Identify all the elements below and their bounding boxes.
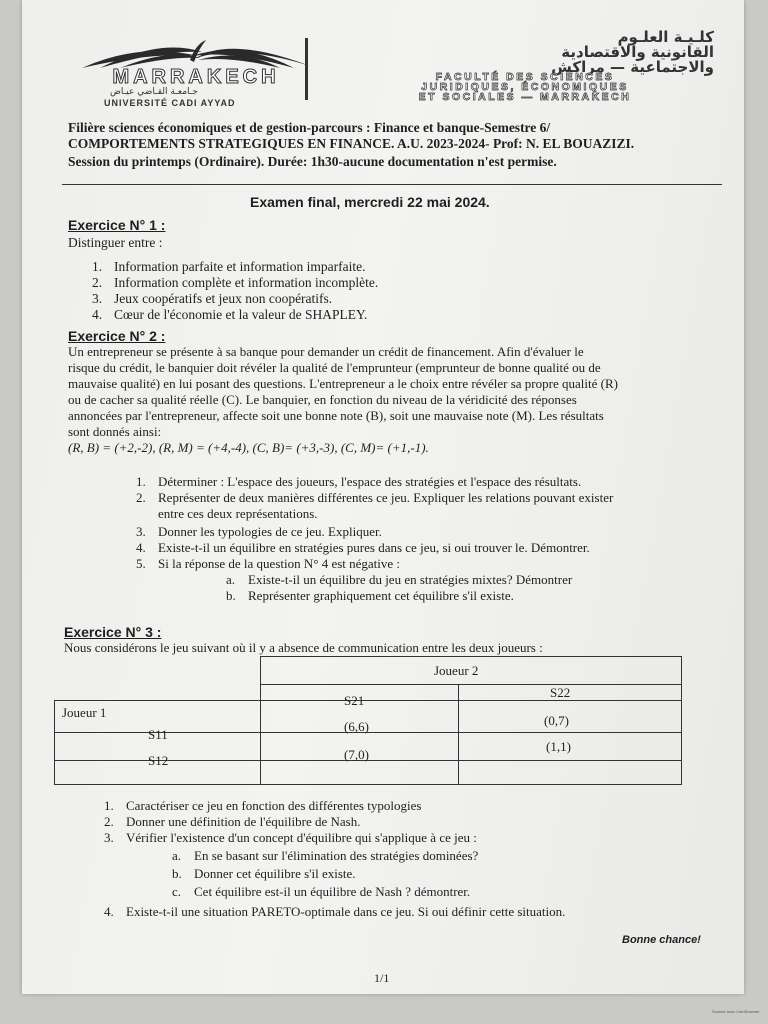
sub-list-item — [226, 572, 572, 588]
item-number: 3. — [92, 291, 103, 306]
session-line: Session du printemps (Ordinaire). Durée: 1h30-aucune documentation n'est permise. — [68, 154, 557, 169]
sub-list-item — [172, 848, 478, 864]
item-text: Cœur de l'économie et la valeur de SHAPLEY. — [114, 307, 368, 322]
payoff-cell: (0,7) — [544, 713, 569, 728]
item-text: Si la réponse de la question N° 4 est négative : — [158, 556, 401, 571]
scanner-watermark: Scanné avec CamScanner — [712, 1009, 760, 1014]
item-number: 4. — [92, 307, 103, 322]
row-header: S11 — [148, 727, 168, 742]
list-item — [136, 540, 590, 556]
item-text: Donner les typologies de ce jeu. Expliquer. — [158, 524, 382, 539]
item-number: 3. — [104, 830, 114, 845]
exercise2-paragraph-line: risque du crédit, le banquier doit révéler la qualité de l'emprunteur (emprunteur de bonne qualité ou de — [68, 360, 601, 375]
page-number: 1/1 — [374, 971, 390, 985]
list-item — [136, 506, 318, 522]
item-text: entre ces deux représentations. — [158, 506, 318, 521]
table-rule — [54, 700, 55, 784]
header-divider — [305, 38, 308, 100]
exercise2-title: Exercice N° 2 : — [68, 328, 166, 344]
item-text: Information parfaite et information imparfaite. — [114, 259, 366, 274]
table-rule — [260, 656, 261, 784]
player2-label: Joueur 2 — [434, 663, 479, 678]
list-item — [92, 307, 367, 323]
item-number: 3. — [136, 524, 146, 539]
logo-arabic-name: جـامعـة القـاضي عيـاض — [110, 87, 198, 97]
exam-title: Examen final, mercredi 22 mai 2024. — [250, 194, 490, 210]
exam-sheet — [22, 0, 744, 994]
item-text: Caractériser ce jeu en fonction des différentes typologies — [126, 798, 422, 813]
logo-university-name: UNIVERSITÉ CADI AYYAD — [104, 98, 236, 108]
item-text: Donner cet équilibre s'il existe. — [194, 866, 356, 881]
item-number: 2. — [136, 490, 146, 505]
item-letter: a. — [226, 572, 236, 587]
course-program-line: Filière sciences économiques et de gestion-parcours : Finance et banque-Semestre 6/ — [68, 120, 551, 135]
table-rule — [681, 656, 682, 784]
exercise1-intro: Distinguer entre : — [68, 235, 163, 250]
exercise1-title: Exercice N° 1 : — [68, 217, 166, 233]
item-text: Déterminer : L'espace des joueurs, l'espace des stratégies et l'espace des résultats. — [158, 474, 582, 489]
item-text: En se basant sur l'élimination des stratégies dominées? — [194, 848, 479, 863]
sub-list-item — [172, 866, 356, 882]
item-text: Représenter graphiquement cet équilibre s'il existe. — [248, 588, 514, 603]
list-item — [104, 904, 565, 920]
list-item — [92, 259, 366, 275]
table-rule — [260, 684, 682, 685]
list-item — [104, 798, 421, 814]
item-number: 1. — [136, 474, 146, 489]
sub-list-item — [226, 588, 514, 604]
column-header: S21 — [344, 693, 365, 708]
university-logo — [80, 38, 312, 108]
item-number: 4. — [136, 540, 146, 555]
faculty-name-french — [340, 72, 710, 102]
exercise2-paragraph-line: sont donnés ainsi: — [68, 424, 162, 439]
exercise2-paragraph-line: annoncées par l'entrepreneur, affecte soit une bonne note (B), soit une mauvaise note (M). Les résultats — [68, 408, 604, 423]
payoff-cell: (7,0) — [344, 747, 369, 762]
list-item — [136, 556, 400, 572]
list-item — [136, 524, 382, 540]
item-text: Information complète et information incomplète. — [114, 275, 379, 290]
item-text: Représenter de deux manières différentes ce jeu. Expliquer les relations pouvant exister — [158, 490, 614, 505]
faculty-arabic-line: كلـيـة العلـوم — [617, 28, 714, 46]
list-item — [92, 275, 378, 291]
item-letter: c. — [172, 884, 182, 899]
column-header: S22 — [550, 685, 571, 700]
faculty-french-line: ET SOCIALES — MARRAKECH — [418, 91, 632, 103]
item-letter: b. — [226, 588, 236, 603]
exercise2-paragraph-line: Un entrepreneur se présente à sa banque pour demander un crédit de financement. Afin d'évaluer le — [68, 344, 584, 359]
payoff-table — [54, 656, 682, 784]
item-text: Existe-t-il une situation PARETO-optimale dans ce jeu. Si oui définir cette situation. — [126, 904, 566, 919]
table-rule — [54, 700, 682, 701]
payoff-cell: (1,1) — [546, 739, 571, 754]
payoff-cell: (6,6) — [344, 719, 369, 734]
faculty-french-line: JURIDIQUES, ÉCONOMIQUES — [421, 81, 629, 93]
faculty-french-line: FACULTÉ DES SCIENCES — [435, 71, 615, 83]
item-letter: b. — [172, 866, 182, 881]
list-item — [104, 830, 477, 846]
item-text: Vérifier l'existence d'un concept d'équilibre qui s'applique à ce jeu : — [126, 830, 477, 845]
table-rule — [260, 656, 682, 657]
list-item — [136, 490, 613, 506]
course-title-line: COMPORTEMENTS STRATEGIQUES EN FINANCE. A.U. 2023-2024- Prof: N. EL BOUAZIZI. — [68, 136, 635, 151]
exercise3-title: Exercice N° 3 : — [64, 624, 162, 640]
table-rule — [54, 784, 682, 785]
row-header: S12 — [148, 753, 169, 768]
faculty-name-arabic — [334, 30, 714, 75]
course-header — [62, 118, 722, 185]
item-text: Cet équilibre est-il un équilibre de Nash ? démontrer. — [194, 884, 471, 899]
item-number: 2. — [92, 275, 103, 290]
list-item — [136, 474, 581, 490]
list-item — [104, 814, 360, 830]
item-text: Donner une définition de l'équilibre de Nash. — [126, 814, 361, 829]
closing-note: Bonne chance! — [622, 934, 701, 946]
item-number: 1. — [92, 259, 103, 274]
sub-list-item — [172, 884, 470, 900]
item-text: Jeux coopératifs et jeux non coopératifs. — [114, 291, 333, 306]
logo-city-name: MARRAKECH — [112, 66, 280, 88]
exercise2-results: (R, B) = (+2,-2), (R, M) = (+4,-4), (C, B)= (+3,-3), (C, M)= (+1,-1). — [68, 440, 429, 455]
item-text: Existe-t-il un équilibre en stratégies pures dans ce jeu, si oui trouver le. Démontrer. — [158, 540, 590, 555]
item-letter: a. — [172, 848, 182, 863]
faculty-arabic-line: القانونية والاقتصادية — [561, 43, 714, 61]
exercise2-paragraph-line: mauvaise qualité) en lui posant des questions. L'entrepreneur a le choix entre révéler sa propre qualité (R) — [68, 376, 618, 391]
table-rule — [458, 684, 459, 784]
item-number: 1. — [104, 798, 114, 813]
list-item — [92, 291, 332, 307]
exercise2-paragraph-line: ou de cacher sa qualité réelle (C). Le banquier, en fonction du niveau de la véridicité des réponses — [68, 392, 577, 407]
item-text: Existe-t-il un équilibre du jeu en stratégies mixtes? Démontrer — [248, 572, 573, 587]
item-number: 2. — [104, 814, 114, 829]
item-number: 4. — [104, 904, 114, 919]
player1-label: Joueur 1 — [62, 705, 107, 720]
item-number: 5. — [136, 556, 146, 571]
exercise3-intro: Nous considérons le jeu suivant où il y a absence de communication entre les deux joueurs : — [64, 640, 543, 655]
faculty-arabic-line: والاجتماعية — مراكش — [551, 58, 714, 76]
